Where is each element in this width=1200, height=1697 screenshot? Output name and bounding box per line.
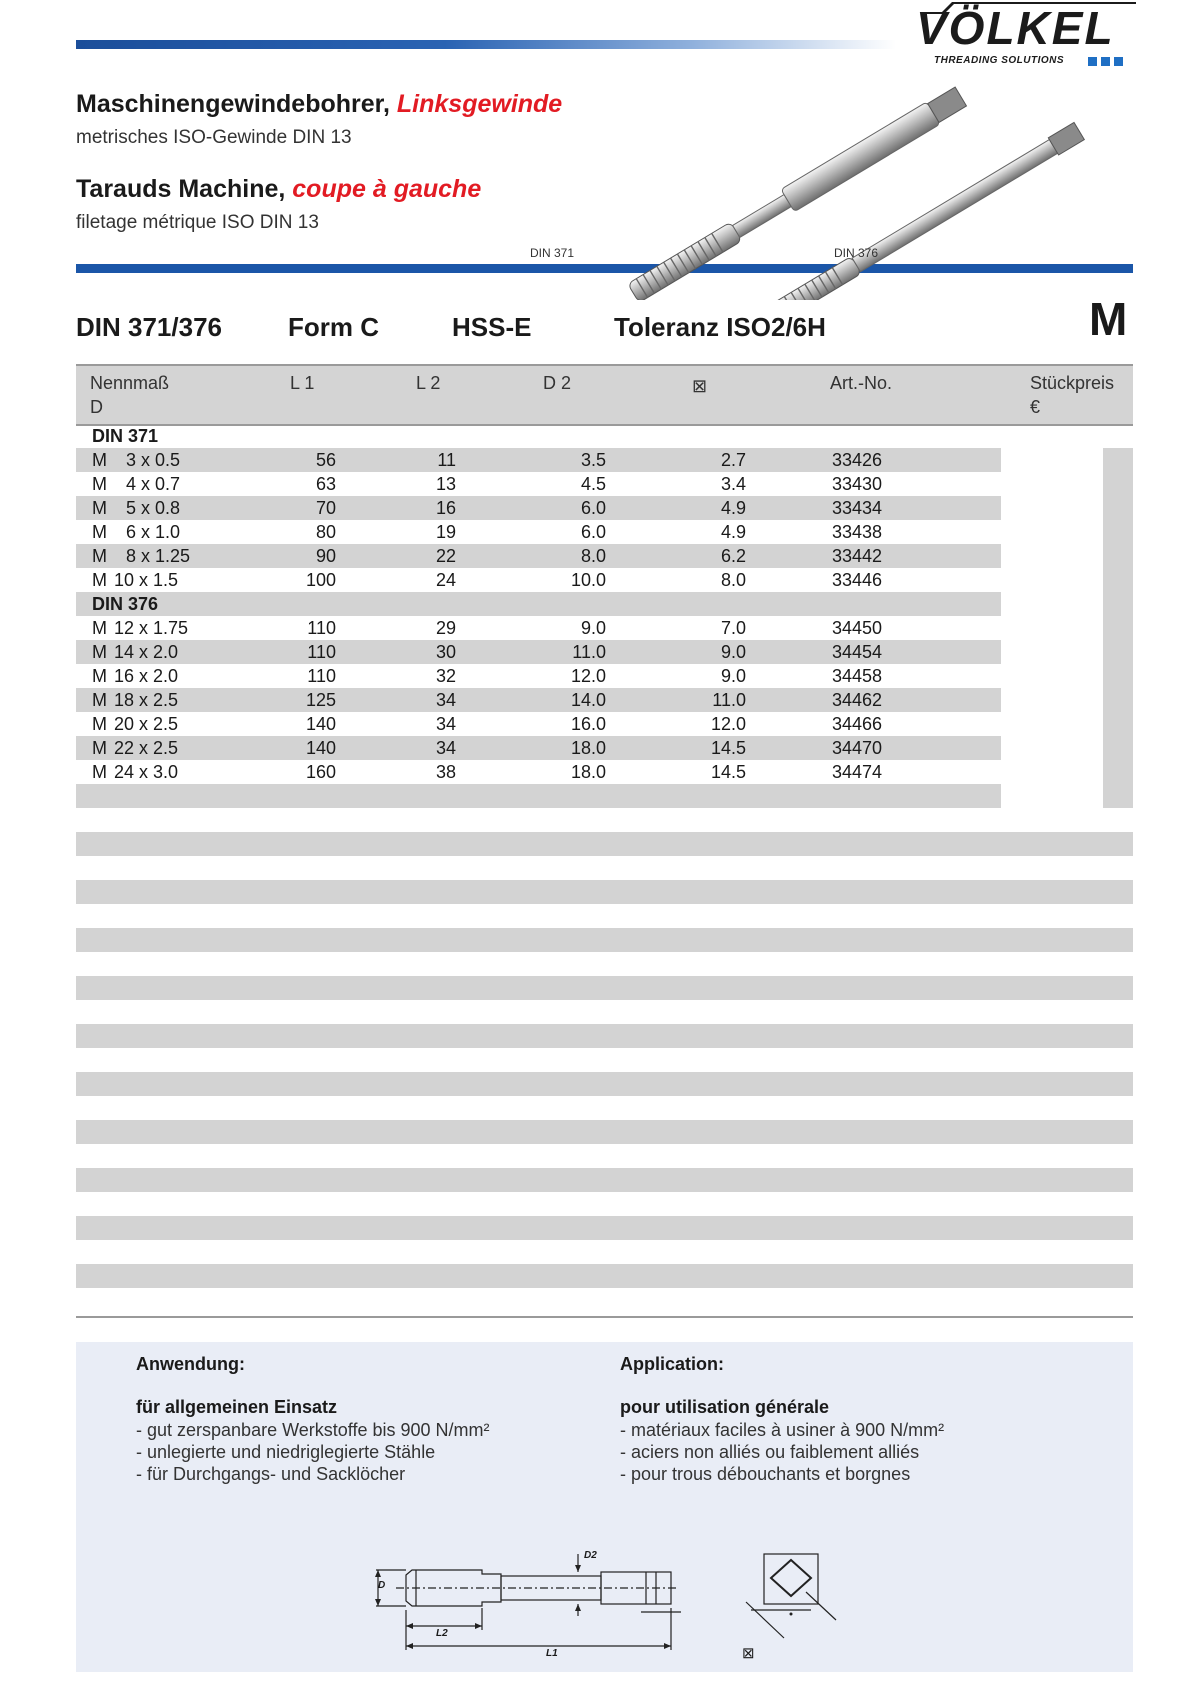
cell-d2: 3.5 [580,450,606,470]
header-d2: D 2 [543,373,572,393]
title-german-main: Maschinengewindebohrer, [76,90,390,118]
product-image [530,60,1100,300]
empty-line [76,1024,1133,1048]
group-row-din376 [76,592,1133,616]
drawing-label-d2: D2 [584,1550,597,1561]
cell-l1: 80 [315,522,336,542]
cell-l1: 125 [305,690,336,710]
title-german-highlight: Linksgewinde [396,90,563,118]
cell-square: 3.4 [720,474,746,494]
taps-illustration [570,60,1100,300]
cell-square: 14.5 [710,762,746,782]
price-cell [1103,472,1133,496]
cell-art-no: 34454 [832,642,883,662]
price-cell [1103,496,1133,520]
cell-art-no: 33438 [832,522,883,542]
cell-square: 14.5 [710,738,746,758]
cell-size: 6 x 1.0 [126,522,181,542]
application-item-fr: - matériaux faciles à usiner à 900 N/mm² [620,1420,945,1440]
price-cell [1103,448,1133,472]
cell-l2: 19 [435,522,456,542]
header-nominal-sub: D [90,397,103,417]
cell-square: 9.0 [720,642,746,662]
title-french-highlight: coupe à gauche [292,175,482,203]
cell-l1: 70 [315,498,336,518]
cell-d2: 8.0 [580,546,606,566]
table-row [76,544,1133,568]
top-accent-bar [76,40,896,49]
table-row [76,736,1133,760]
application-lead-fr: pour utilisation générale [620,1397,830,1417]
cell-d2: 4.5 [580,474,606,494]
cell-m: M [92,618,107,638]
cell-size: 22 x 2.5 [114,738,179,758]
drawing-label-l1: L1 [546,1648,558,1659]
cell-m: M [92,498,107,518]
empty-line [76,1072,1133,1096]
cell-l1: 140 [305,714,336,734]
cell-l2: 34 [435,714,456,734]
tap-din376-image [748,122,1084,300]
price-cell [1103,568,1133,592]
table-row [76,640,1133,664]
cell-art-no: 33426 [832,450,883,470]
application-item-de: - unlegierte und niedriglegierte Stähle [136,1442,436,1462]
cell-l2: 38 [435,762,456,782]
application-box [76,1342,1133,1672]
cell-l1: 90 [315,546,336,566]
cell-m: M [92,714,107,734]
price-cell [1103,664,1133,688]
header-price [1030,371,1114,419]
image-label-din371: DIN 371 [530,246,575,260]
table-row [76,664,1133,688]
group-row-din371 [76,424,1133,448]
cell-size: 16 x 2.0 [114,666,179,686]
cell-l1: 100 [305,570,336,590]
cell-l2: 29 [435,618,456,638]
empty-line [76,832,1133,856]
cell-art-no: 34470 [832,738,883,758]
cell-square: 2.7 [720,450,746,470]
title-french [76,175,481,204]
cell-l2: 13 [435,474,456,494]
price-cell [1103,592,1133,616]
cell-l1: 110 [307,618,336,638]
price-cell [1103,760,1133,784]
cell-size: 12 x 1.75 [114,618,189,638]
cell-size: 5 x 0.8 [126,498,181,518]
application-heading-fr: Application: [620,1354,724,1374]
cell-square: 4.9 [720,522,746,542]
table-row [76,712,1133,736]
cell-l2: 11 [437,450,456,470]
cell-l1: 56 [315,450,336,470]
table-header [76,364,1133,426]
cell-m: M [92,450,107,470]
price-cell [1103,736,1133,760]
cell-size: 20 x 2.5 [114,714,179,734]
cell-square: 4.9 [720,498,746,518]
title-german [76,90,562,119]
cell-m: M [92,690,107,710]
cell-d2: 14.0 [570,690,606,710]
tap-din371-image [627,85,968,300]
cell-l1: 140 [305,738,336,758]
brand-name: VÖLKEL [916,2,1115,54]
drawing-label-square: ⊠ [742,1645,755,1662]
table-row [76,688,1133,712]
cell-d2: 9.0 [580,618,606,638]
empty-line [76,880,1133,904]
cell-l2: 34 [435,690,456,710]
spec-standard: DIN 371/376 [76,312,222,342]
cell-art-no: 34458 [832,666,883,686]
drawing-label-l2: L2 [436,1628,448,1639]
application-item-fr: - pour trous débouchants et borgnes [620,1464,911,1484]
subtitle-german: metrisches ISO-Gewinde DIN 13 [76,127,352,148]
spec-form: Form C [288,312,379,342]
empty-line [76,928,1133,952]
footer-rule [76,1316,1133,1318]
cell-size: 8 x 1.25 [126,546,191,566]
subtitle-french: filetage métrique ISO DIN 13 [76,212,319,233]
cell-art-no: 33434 [832,498,883,518]
cell-art-no: 34462 [832,690,883,710]
cell-square: 11.0 [712,690,746,710]
price-cell [1103,784,1133,808]
header-nominal-label: Nennmaß [90,373,170,393]
cell-d2: 18.0 [570,762,606,782]
price-cell [1103,616,1133,640]
empty-line [76,976,1133,1000]
technical-drawing [366,1552,886,1672]
header-l1: L 1 [290,373,315,393]
empty-line [76,1120,1133,1144]
price-cell [1103,712,1133,736]
cell-d2: 6.0 [580,498,606,518]
brand-logo [916,2,1138,68]
cell-d2: 11.0 [572,642,606,662]
cell-l1: 63 [315,474,336,494]
cell-l1: 110 [307,666,336,686]
cell-d2: 10.0 [570,570,606,590]
price-cell [1103,520,1133,544]
empty-line [76,1168,1133,1192]
cell-size: 10 x 1.5 [114,570,179,590]
table-row [76,496,1133,520]
table-row [76,616,1133,640]
header-price-label: Stückpreis [1030,373,1115,393]
cell-art-no: 34474 [832,762,883,782]
table-row [76,568,1133,592]
table-row [76,472,1133,496]
cell-m: M [92,570,107,590]
table-row-empty [76,784,1133,808]
cell-art-no: 33430 [832,474,883,494]
cell-l1: 160 [305,762,336,782]
empty-line [76,1264,1133,1288]
cell-art-no: 33442 [832,546,883,566]
cell-size: 24 x 3.0 [114,762,179,782]
cell-m: M [92,546,107,566]
header-price-sub: € [1030,397,1041,417]
cell-l2: 30 [435,642,456,662]
cell-l2: 24 [435,570,456,590]
header-art-no: Art.-No. [830,373,893,393]
cell-art-no: 33446 [832,570,883,590]
cell-d2: 6.0 [580,522,606,542]
price-cell [1103,688,1133,712]
cell-m: M [92,666,107,686]
cell-size: 3 x 0.5 [126,450,181,470]
price-cell [1103,544,1133,568]
cell-m: M [92,738,107,758]
cell-l2: 34 [435,738,456,758]
drawing-label-d: D [378,1580,386,1591]
cell-size: 4 x 0.7 [126,474,181,494]
image-label-din376: DIN 376 [834,246,879,260]
table-row [76,448,1133,472]
cell-size: 18 x 2.5 [114,690,179,710]
cell-square: 9.0 [720,666,746,686]
cell-l2: 32 [435,666,456,686]
cell-d2: 18.0 [570,738,606,758]
table-row [76,520,1133,544]
title-french-main: Tarauds Machine, [76,175,286,203]
price-cell [1103,640,1133,664]
cell-l2: 16 [435,498,456,518]
empty-line [76,1216,1133,1240]
header-l2: L 2 [416,373,441,393]
application-item-fr: - aciers non alliés ou faiblement alliés [620,1442,920,1462]
header-square: ⊠ [692,376,708,396]
cell-art-no: 34450 [832,618,883,638]
group-label: DIN 371 [92,426,159,446]
header-nominal [90,371,169,419]
spec-material: HSS-E [452,312,532,342]
cell-d2: 12.0 [570,666,606,686]
cell-m: M [92,522,107,542]
cell-square: 8.0 [720,570,746,590]
table-row [76,760,1133,784]
cell-art-no: 34466 [832,714,883,734]
cell-l1: 110 [307,642,336,662]
spec-tolerance: Toleranz ISO2/6H [614,312,826,342]
cell-square: 7.0 [720,618,746,638]
cell-m: M [92,642,107,662]
brand-tagline: THREADING SOLUTIONS [934,55,1065,66]
group-label: DIN 376 [92,594,159,614]
cell-d2: 16.0 [570,714,606,734]
cell-l2: 22 [435,546,456,566]
cell-m: M [92,474,107,494]
cell-size: 14 x 2.0 [114,642,179,662]
application-heading-de: Anwendung: [136,1354,245,1374]
cell-square: 6.2 [720,546,746,566]
cell-square: 12.0 [710,714,746,734]
application-item-de: - gut zerspanbare Werkstoffe bis 900 N/mm² [136,1420,490,1440]
thread-type-badge: M [1089,293,1128,345]
cell-m: M [92,762,107,782]
application-lead-de: für allgemeinen Einsatz [136,1397,338,1417]
application-item-de: - für Durchgangs- und Sacklöcher [136,1464,406,1484]
